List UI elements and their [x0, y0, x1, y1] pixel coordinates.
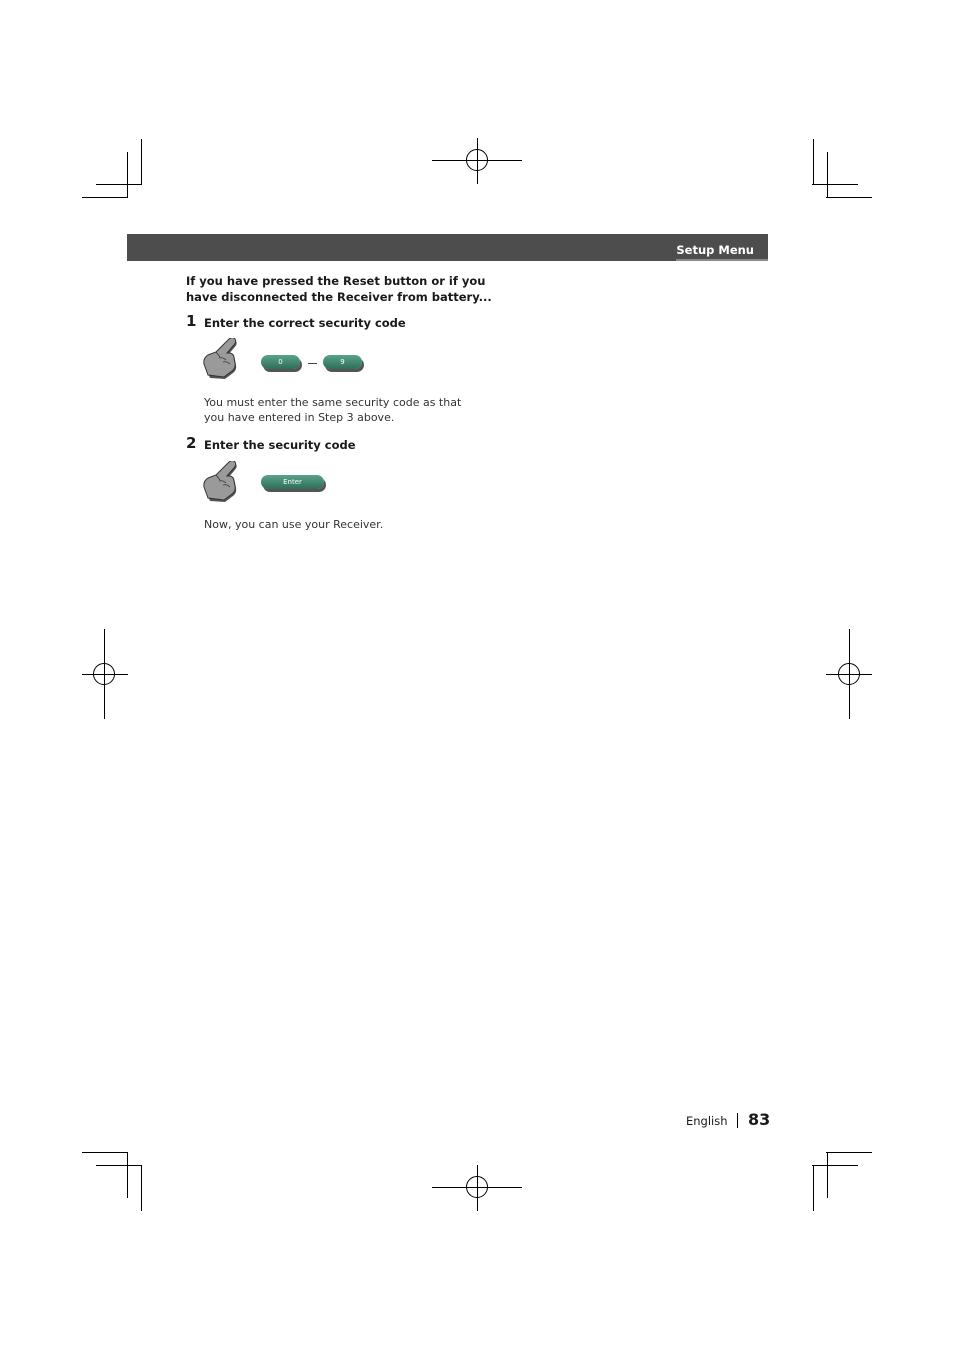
section-title: Setup Menu — [676, 243, 754, 257]
step-2-description: Now, you can use your Receiver. — [204, 518, 384, 531]
section-header-bar — [127, 234, 768, 261]
section-header-tab — [676, 237, 768, 261]
footer-divider — [737, 1113, 738, 1128]
pointing-hand-icon — [203, 461, 243, 503]
range-dash — [308, 363, 317, 364]
step-2-number: 2 — [186, 434, 197, 452]
intro-heading: If you have pressed the Reset button or if you have disconnected the Receiver from battery... — [186, 274, 492, 304]
pointing-hand-icon — [203, 338, 243, 380]
step-2-title: Enter the security code — [204, 438, 356, 452]
digit-0-button[interactable]: 0 — [261, 355, 300, 369]
step-1-description: You must enter the same security code as that you have entered in Step 3 above. — [204, 396, 462, 424]
step-1-title: Enter the correct security code — [204, 316, 406, 330]
enter-button[interactable]: Enter — [261, 475, 324, 489]
step-1-number: 1 — [186, 312, 197, 330]
digit-9-button[interactable]: 9 — [323, 355, 362, 369]
page-number: 83 — [748, 1110, 771, 1129]
footer-language: English — [686, 1114, 728, 1128]
